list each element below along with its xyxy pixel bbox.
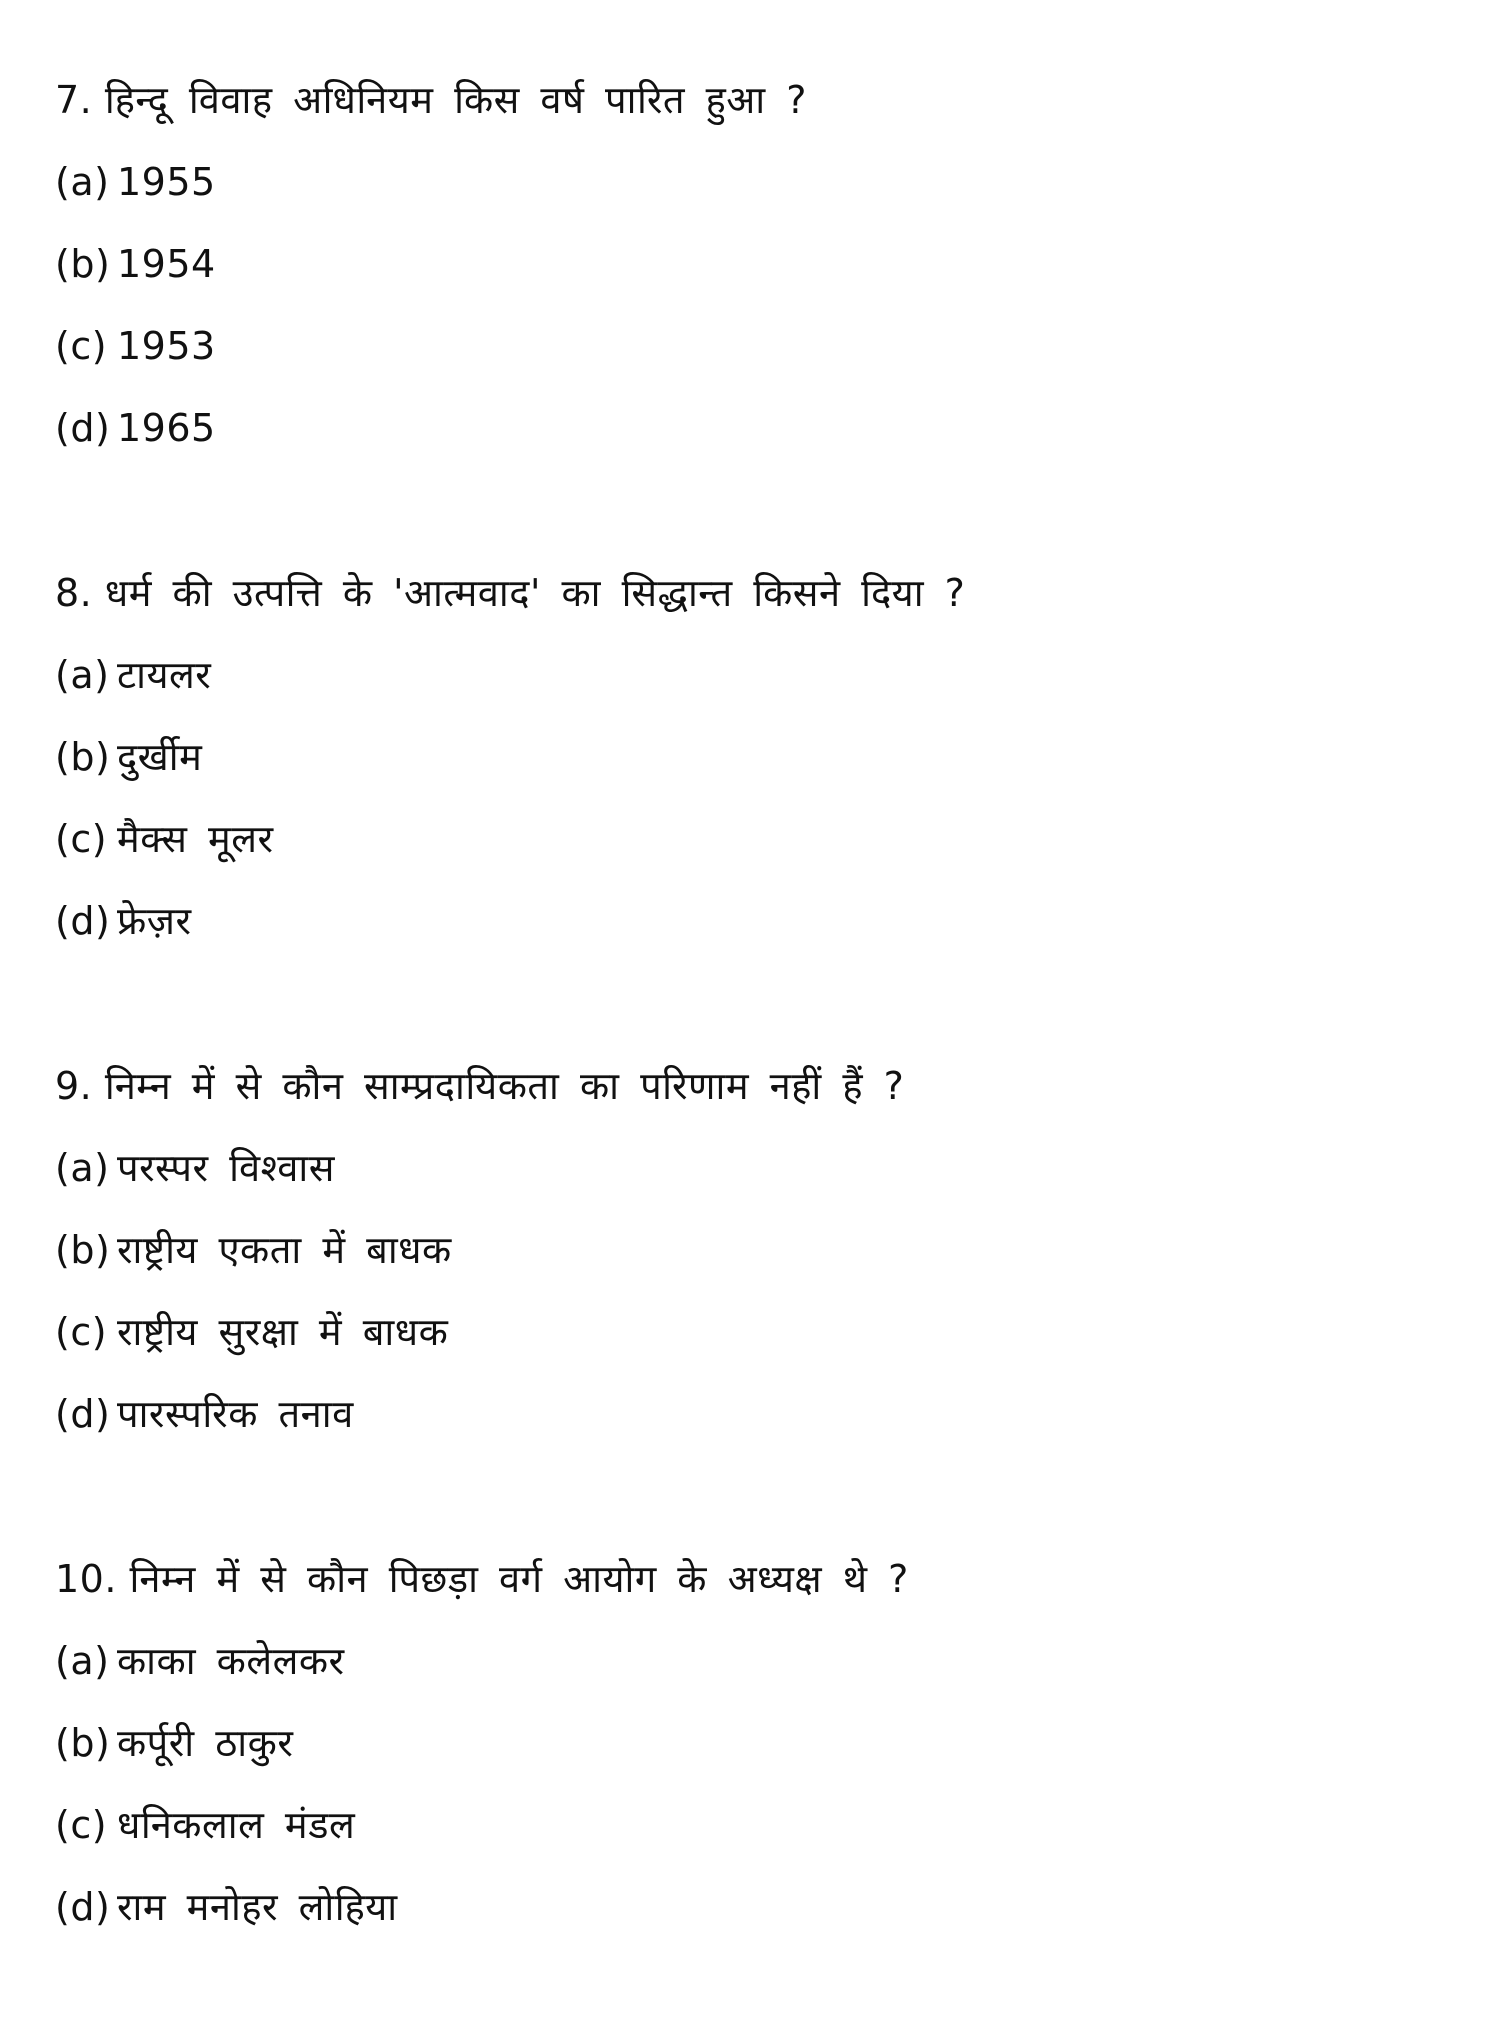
option-letter: (c) xyxy=(55,1803,108,1847)
option-text: राम मनोहर लोहिया xyxy=(117,1885,398,1929)
option-letter: (d) xyxy=(55,406,111,450)
option-line xyxy=(55,650,211,700)
option-line xyxy=(55,239,216,289)
option-text: धनिकलाल मंडल xyxy=(117,1803,356,1847)
option-text: दुर्खीम xyxy=(117,735,203,779)
option-text: राष्ट्रीय सुरक्षा में बाधक xyxy=(117,1310,449,1354)
option-text: 1965 xyxy=(117,406,216,450)
option-text: टायलर xyxy=(117,653,212,697)
option-letter: (c) xyxy=(55,817,108,861)
option-letter: (d) xyxy=(55,899,111,943)
question-line xyxy=(55,568,965,618)
option-text: 1954 xyxy=(117,242,216,286)
option-text: काका कलेलकर xyxy=(117,1639,345,1683)
option-line xyxy=(55,1718,293,1768)
option-line xyxy=(55,814,274,864)
option-letter: (d) xyxy=(55,1885,111,1929)
option-line xyxy=(55,403,216,453)
option-letter: (b) xyxy=(55,1721,111,1765)
question-text: धर्म की उत्पत्ति के 'आत्मवाद' का सिद्धान्त किसने दिया ? xyxy=(104,571,966,615)
option-letter: (a) xyxy=(55,160,110,204)
option-letter: (b) xyxy=(55,1228,111,1272)
question-text: निम्न में से कौन पिछड़ा वर्ग आयोग के अध्यक्ष थे ? xyxy=(129,1557,909,1601)
option-line xyxy=(55,157,216,207)
option-text: 1955 xyxy=(117,160,216,204)
question-line xyxy=(55,1061,904,1111)
option-line xyxy=(55,1800,355,1850)
question-text: हिन्दू विवाह अधिनियम किस वर्ष पारित हुआ ? xyxy=(104,78,807,122)
option-letter: (c) xyxy=(55,1310,108,1354)
option-line xyxy=(55,321,216,371)
option-line xyxy=(55,732,202,782)
option-text: पारस्परिक तनाव xyxy=(117,1392,354,1436)
option-letter: (b) xyxy=(55,242,111,286)
option-line xyxy=(55,1307,448,1357)
question-number: 8. xyxy=(55,571,93,615)
question-line xyxy=(55,1554,909,1604)
option-text: फ्रेज़र xyxy=(117,899,192,943)
option-letter: (b) xyxy=(55,735,111,779)
question-number: 7. xyxy=(55,78,93,122)
option-line xyxy=(55,896,192,946)
option-line xyxy=(55,1143,335,1193)
option-line xyxy=(55,1882,398,1932)
option-text: राष्ट्रीय एकता में बाधक xyxy=(117,1228,452,1272)
option-letter: (a) xyxy=(55,1639,110,1683)
option-letter: (d) xyxy=(55,1392,111,1436)
option-letter: (a) xyxy=(55,653,110,697)
option-line xyxy=(55,1636,345,1686)
option-letter: (c) xyxy=(55,324,108,368)
question-text: निम्न में से कौन साम्प्रदायिकता का परिणाम नहीं हैं ? xyxy=(104,1064,905,1108)
option-line xyxy=(55,1225,452,1275)
option-text: 1953 xyxy=(117,324,216,368)
option-text: परस्पर विश्वास xyxy=(117,1146,335,1190)
question-number: 9. xyxy=(55,1064,93,1108)
question-line xyxy=(55,75,807,125)
option-text: कर्पूरी ठाकुर xyxy=(117,1721,294,1765)
option-letter: (a) xyxy=(55,1146,110,1190)
option-line xyxy=(55,1389,354,1439)
question-number: 10. xyxy=(55,1557,117,1601)
option-text: मैक्स मूलर xyxy=(117,817,274,861)
